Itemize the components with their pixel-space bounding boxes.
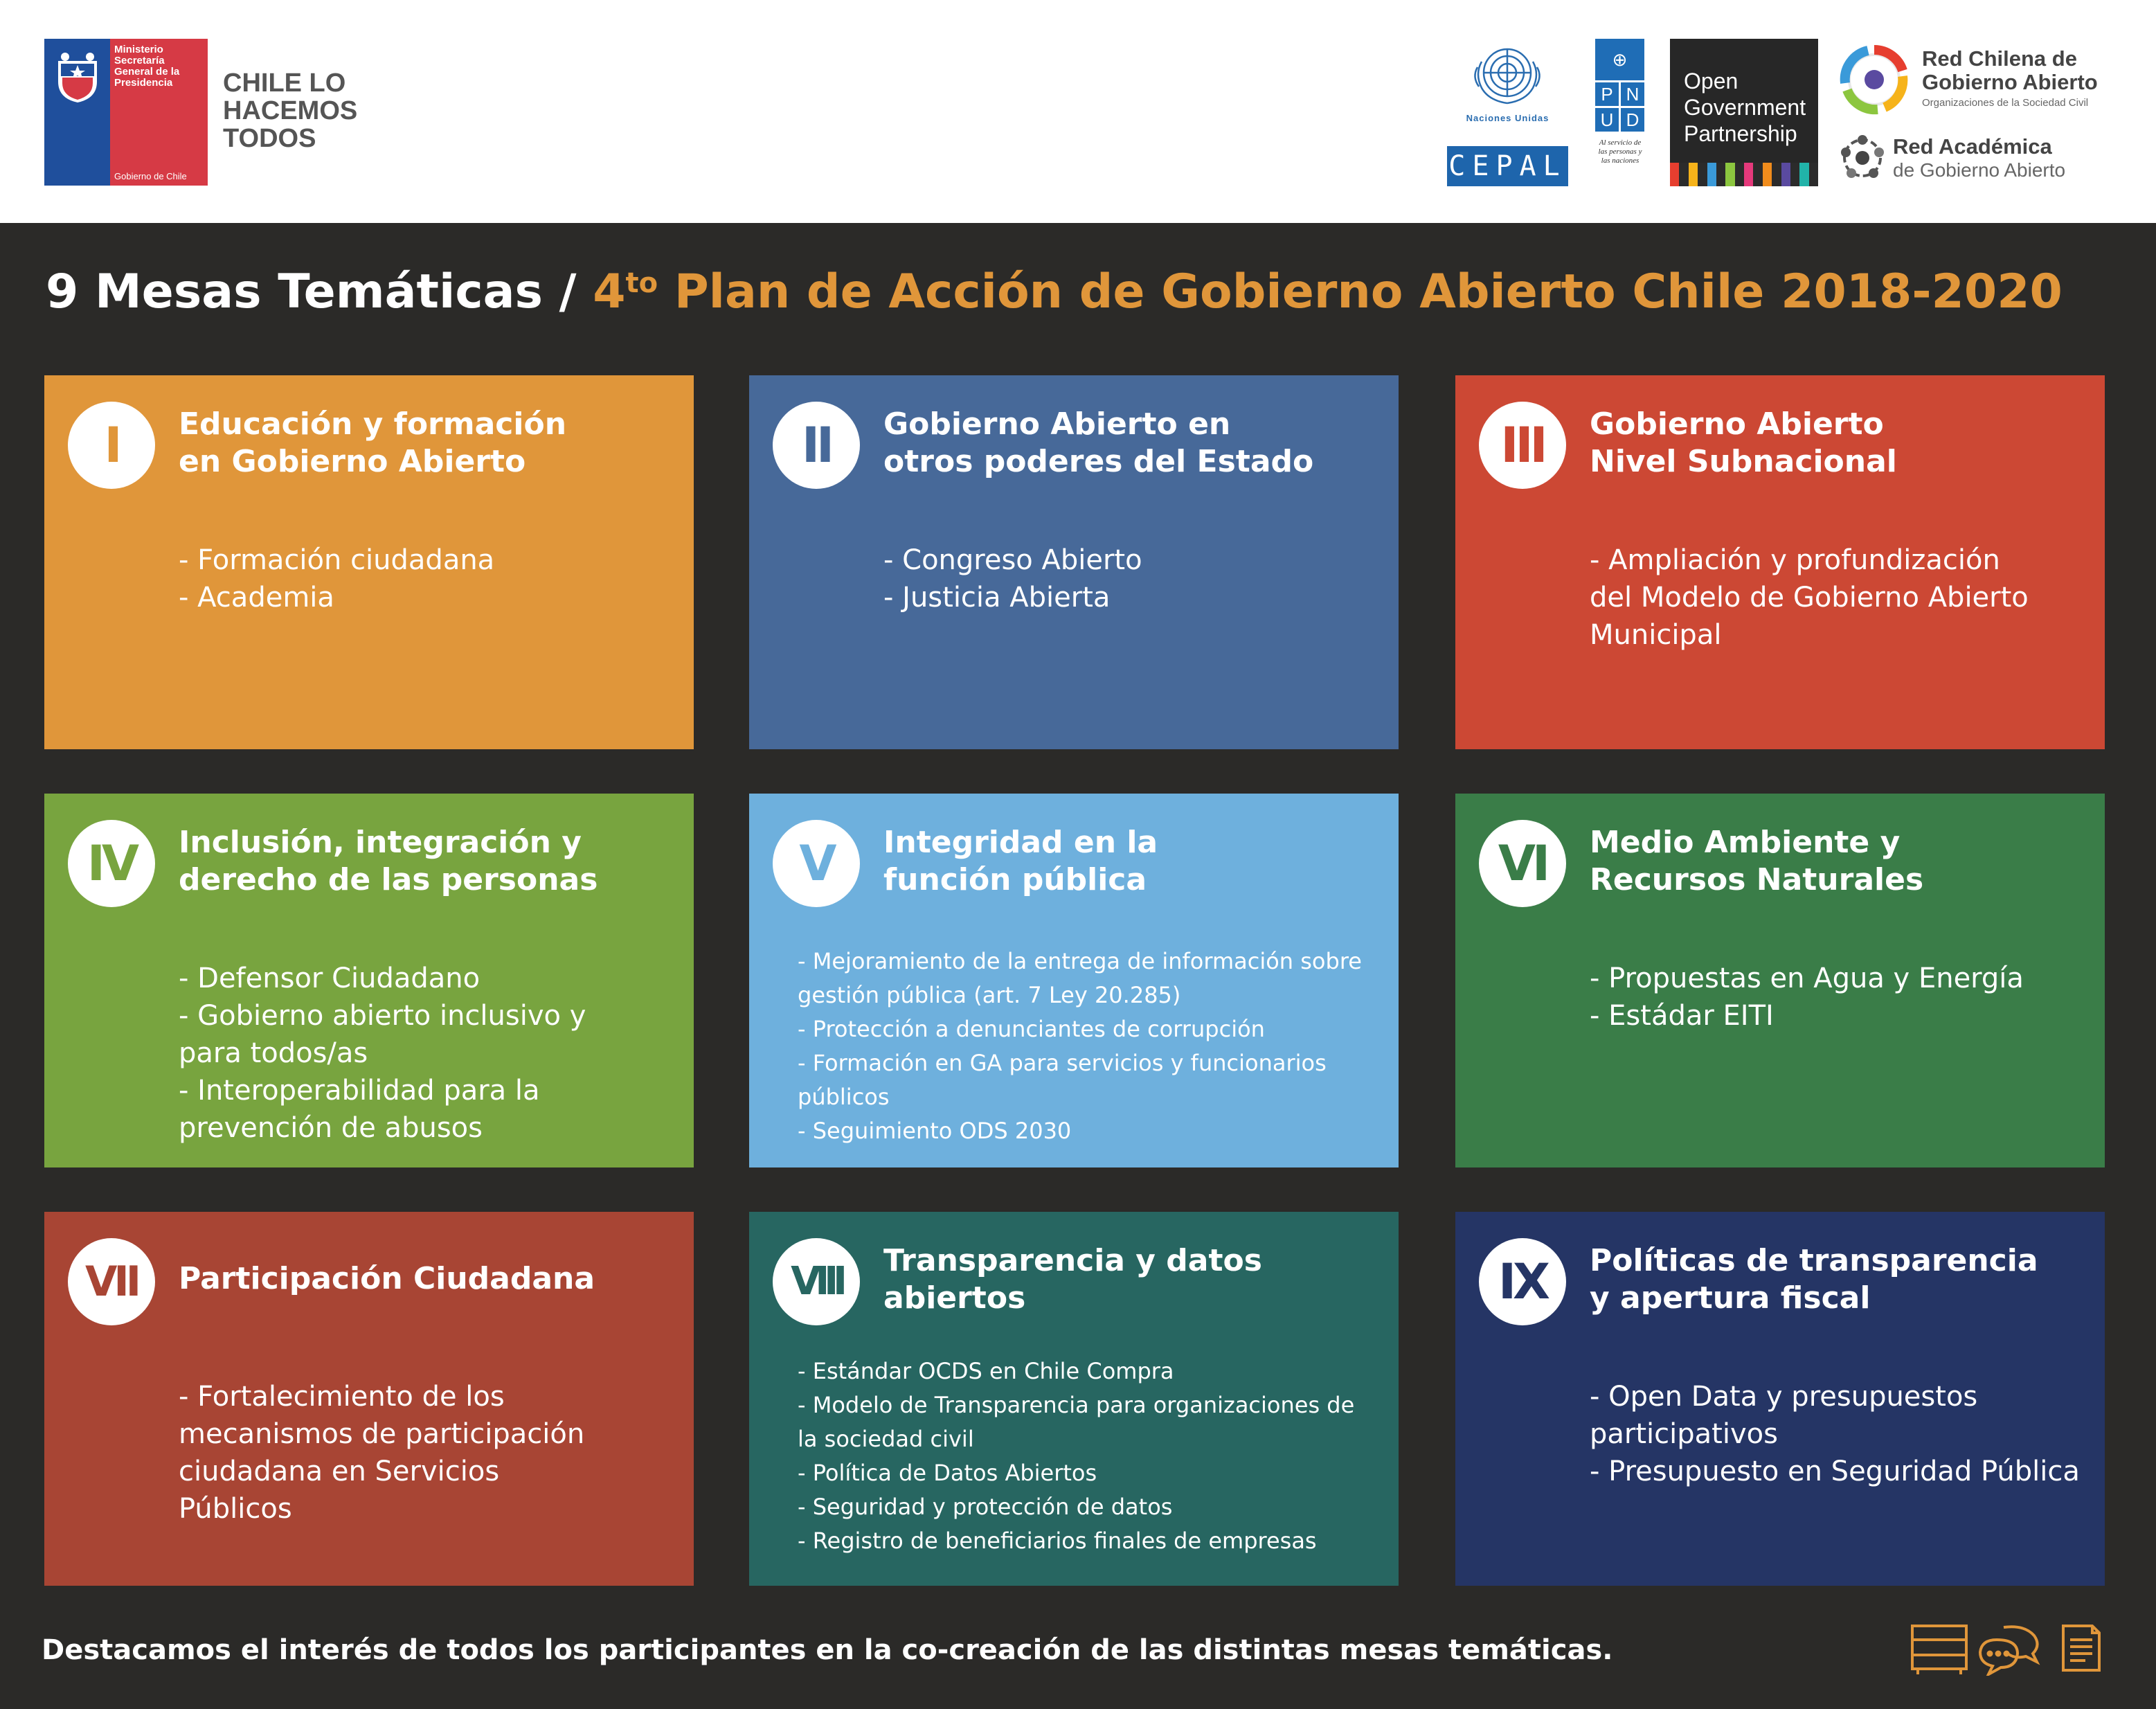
- gobierno-de-chile-logo: [44, 39, 208, 186]
- roman-numeral-badge: VII: [68, 1238, 155, 1325]
- card-items: [1590, 542, 2033, 654]
- roman-numeral-badge: III: [1479, 402, 1566, 489]
- card-items: [179, 1378, 594, 1528]
- roman-numeral-badge: IX: [1479, 1238, 1566, 1325]
- card-item: - Estándar OCDS en Chile Compra: [798, 1358, 1174, 1384]
- card-title: Gobierno Abierto Nivel Subnacional: [1590, 406, 1897, 479]
- mesa-card-9: [1455, 1212, 2105, 1586]
- chat-bubbles-icon: [1976, 1620, 2045, 1676]
- red-chilena-title: Red Chilena de Gobierno Abierto: [1922, 46, 2098, 94]
- card-item: - Justicia Abierta: [883, 582, 1111, 614]
- title-plan-number: 4: [593, 265, 626, 319]
- roman-numeral-badge: VI: [1479, 820, 1566, 907]
- roman-numeral-badge: VIII: [773, 1238, 860, 1325]
- pnud-letter: P: [1595, 82, 1619, 106]
- card-item: - Protección a denunciantes de corrupción: [798, 1016, 1265, 1042]
- card-item: - Defensor Ciudadano: [179, 963, 480, 994]
- card-item: - Interoperabilidad para la prevención de abusos: [179, 1075, 540, 1144]
- ogp-color-bar: [1670, 163, 1818, 186]
- card-item: - Modelo de Transparencia para organizaciones de la sociedad civil: [798, 1392, 1355, 1452]
- card-items: [798, 945, 1379, 1148]
- pnud-letter: U: [1595, 108, 1619, 132]
- red-academica-subtitle: de Gobierno Abierto: [1893, 159, 2066, 181]
- red-chilena-logo: [1836, 42, 2113, 118]
- title-part-1: 9 Mesas Temáticas /: [46, 265, 577, 319]
- card-items: [798, 1354, 1379, 1558]
- card-items: [1590, 1378, 2088, 1490]
- mesa-card-2: [749, 375, 1399, 749]
- mesa-card-8: [749, 1212, 1399, 1586]
- red-academica-title: Red Académica: [1893, 134, 2052, 159]
- card-item: - Propuestas en Agua y Energía: [1590, 963, 2024, 994]
- card-item: - Registro de beneficiarios finales de empresas: [798, 1528, 1317, 1554]
- title-plan-ordinal: to: [625, 267, 658, 299]
- roman-numeral-badge: IV: [68, 820, 155, 907]
- red-chilena-emblem-icon: [1836, 42, 1912, 118]
- card-item: - Seguimiento ODS 2030: [798, 1118, 1072, 1144]
- cepal-label: CEPAL: [1447, 146, 1568, 186]
- ogp-logo: [1670, 39, 1818, 186]
- page-title: [46, 265, 2063, 319]
- card-item: - Academia: [179, 582, 334, 614]
- slogan: CHILE LO HACEMOS TODOS: [223, 69, 358, 153]
- roman-numeral-badge: I: [68, 402, 155, 489]
- ogp-name: Open Government Partnership: [1684, 69, 1806, 146]
- card-items: [179, 542, 677, 616]
- card-title: Educación y formación en Gobierno Abierto: [179, 406, 567, 479]
- card-title: Gobierno Abierto en otros poderes del Estado: [883, 406, 1314, 479]
- card-title: Medio Ambiente y Recursos Naturales: [1590, 825, 1924, 897]
- red-academica-emblem-icon: [1836, 132, 1889, 184]
- red-academica-logo: [1836, 132, 2113, 187]
- mesa-card-6: [1455, 794, 2105, 1167]
- card-item: - Ampliación y profundización del Modelo de Gobierno Abierto Municipal: [1590, 544, 2029, 651]
- pnud-tagline: Al servicio de las personas y las naciones: [1598, 138, 1642, 165]
- pnud-letter: N: [1621, 82, 1644, 106]
- card-item: - Congreso Abierto: [883, 544, 1142, 576]
- mesa-card-7: [44, 1212, 694, 1586]
- government-name: Gobierno de Chile: [114, 171, 187, 181]
- card-item: - Presupuesto en Seguridad Pública: [1590, 1456, 2080, 1487]
- card-items: [883, 542, 1382, 616]
- cepal-logo: [1447, 38, 1568, 187]
- document-icon: [2054, 1620, 2109, 1676]
- card-title: Políticas de transparencia y apertura fiscal: [1590, 1243, 2038, 1316]
- roman-numeral-badge: II: [773, 402, 860, 489]
- card-item: - Estádar EITI: [1590, 1000, 1774, 1032]
- card-items: [1590, 960, 2088, 1035]
- card-title: Transparencia y datos abiertos: [883, 1243, 1262, 1316]
- mesa-card-3: [1455, 375, 2105, 749]
- pnud-logo: [1595, 39, 1645, 188]
- card-items: [179, 960, 594, 1147]
- board-icon: [1908, 1620, 1970, 1676]
- card-title: Integridad en la función pública: [883, 825, 1158, 897]
- card-item: - Seguridad y protección de datos: [798, 1494, 1173, 1520]
- ministry-name: Ministerio Secretaría General de la Presidencia: [114, 44, 180, 89]
- card-item: - Formación ciudadana: [179, 544, 495, 576]
- card-item: - Mejoramiento de la entrega de información sobre gestión pública (art. 7 Ley 20.285): [798, 948, 1362, 1008]
- mesa-card-1: [44, 375, 694, 749]
- mesa-card-4: [44, 794, 694, 1167]
- roman-numeral-badge: V: [773, 820, 860, 907]
- card-title: Participación Ciudadana: [179, 1261, 595, 1296]
- un-emblem-icon: [1447, 38, 1568, 110]
- footer-icons: [1908, 1620, 2113, 1676]
- title-plan-name: Plan de Acción de Gobierno Abierto Chile 2018-2020: [674, 265, 2063, 319]
- footer-note: Destacamos el interés de todos los participantes en la co-creación de las distintas mesas temáticas.: [42, 1634, 1613, 1666]
- coat-of-arms-icon: [51, 48, 104, 104]
- card-title: Inclusión, integración y derecho de las personas: [179, 825, 598, 897]
- mesa-card-5: [749, 794, 1399, 1167]
- red-chilena-subtitle: Organizaciones de la Sociedad Civil: [1922, 97, 2089, 109]
- card-item: - Open Data y presupuestos participativos: [1590, 1381, 1978, 1450]
- card-item: - Formación en GA para servicios y funcionarios públicos: [798, 1050, 1327, 1110]
- pnud-letter: D: [1621, 108, 1644, 132]
- card-item: - Fortalecimiento de los mecanismos de participación ciudadana en Servicios Públicos: [179, 1381, 585, 1525]
- title-part-2: [593, 265, 2063, 319]
- card-item: - Gobierno abierto inclusivo y para todos/as: [179, 1000, 586, 1069]
- un-small-emblem-icon: ⊕: [1595, 39, 1644, 80]
- un-name: Naciones Unidas: [1466, 113, 1549, 123]
- header-bar: [0, 0, 2156, 223]
- card-item: - Política de Datos Abiertos: [798, 1460, 1097, 1486]
